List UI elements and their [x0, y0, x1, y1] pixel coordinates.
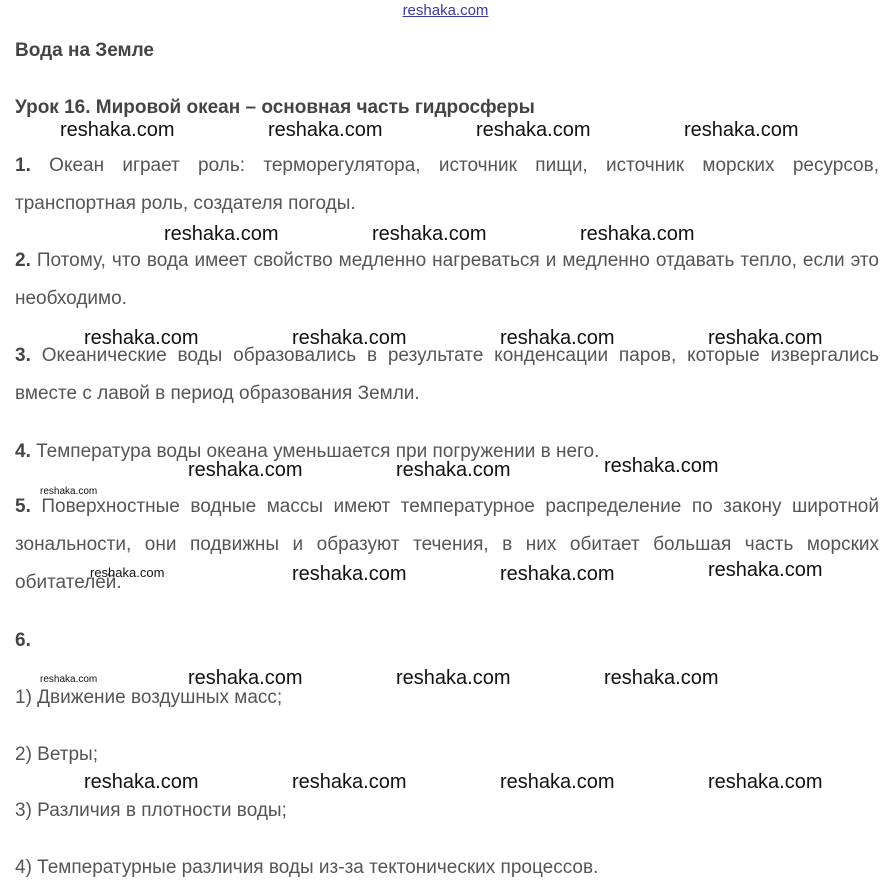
watermark: reshaka.com [500, 563, 615, 585]
answer-number: 1. [15, 155, 31, 176]
watermark: reshaka.com [188, 667, 303, 689]
watermark: reshaka.com [396, 459, 511, 481]
answer-text: Океан играет роль: терморегулятора, источник пищи, источник морских ресурсов, транспортная роль, создателя погоды. [15, 155, 879, 214]
answer-number: 4. [15, 441, 31, 462]
answer-number: 3. [15, 345, 31, 366]
answer-1 [15, 147, 879, 223]
list-item-2: 2) Ветры; [15, 744, 98, 765]
answer-text: Потому, что вода имеет свойство медленно нагреваться и медленно отдавать тепло, если это необходимо. [15, 250, 879, 309]
watermark: reshaka.com [84, 327, 199, 349]
watermark: reshaka.com [84, 771, 199, 793]
answer-text: Температура воды океана уменьшается при погружении в него. [30, 441, 600, 462]
site-link[interactable]: reshaka.com [402, 2, 489, 19]
watermark: reshaka.com [372, 223, 487, 245]
answer-text: Поверхностные водные массы имеют температурное распределение по закону широтной зональности, они подвижны и образуют течения, в них обитает большая часть морских обитателей. [15, 496, 879, 593]
watermark: reshaka.com [292, 327, 407, 349]
watermark: reshaka.com [60, 119, 175, 141]
lesson-title: Урок 16. Мировой океан – основная часть гидросферы [15, 97, 535, 118]
watermark: reshaka.com [292, 771, 407, 793]
watermark: reshaka.com [164, 223, 279, 245]
answer-2 [15, 242, 879, 318]
watermark: reshaka.com [476, 119, 591, 141]
watermark: reshaka.com [604, 667, 719, 689]
list-item-4: 4) Температурные различия воды из-за тектонических процессов. [15, 857, 599, 878]
watermark: reshaka.com [268, 119, 383, 141]
section-title: Вода на Земле [15, 40, 154, 61]
answer-number: 2. [15, 250, 31, 271]
watermark: reshaka.com [604, 455, 719, 477]
watermark: reshaka.com [292, 563, 407, 585]
watermark: reshaka.com [580, 223, 695, 245]
watermark: reshaka.com [188, 459, 303, 481]
answer-number: 5. [15, 496, 31, 517]
list-item-1: 1) Движение воздушных масс; [15, 687, 283, 708]
answer-number: 6. [15, 630, 31, 651]
watermark: reshaka.com [708, 771, 823, 793]
answer-4 [15, 441, 599, 463]
watermark: reshaka.com [500, 327, 615, 349]
watermark-small: reshaka.com [40, 674, 98, 685]
watermark-small: reshaka.com [40, 486, 98, 497]
watermark: reshaka.com [500, 771, 615, 793]
watermark: reshaka.com [684, 119, 799, 141]
watermark: reshaka.com [396, 667, 511, 689]
watermark: reshaka.com [708, 327, 823, 349]
watermark-small: reshaka.com [90, 565, 165, 580]
watermark: reshaka.com [708, 559, 823, 581]
answer-text: Океанические воды образовались в результате конденсации паров, которые извергались вместе с лавой в период образования Земли. [15, 345, 879, 404]
list-item-3: 3) Различия в плотности воды; [15, 800, 287, 821]
answer-6 [15, 630, 31, 652]
answer-5 [15, 488, 879, 602]
